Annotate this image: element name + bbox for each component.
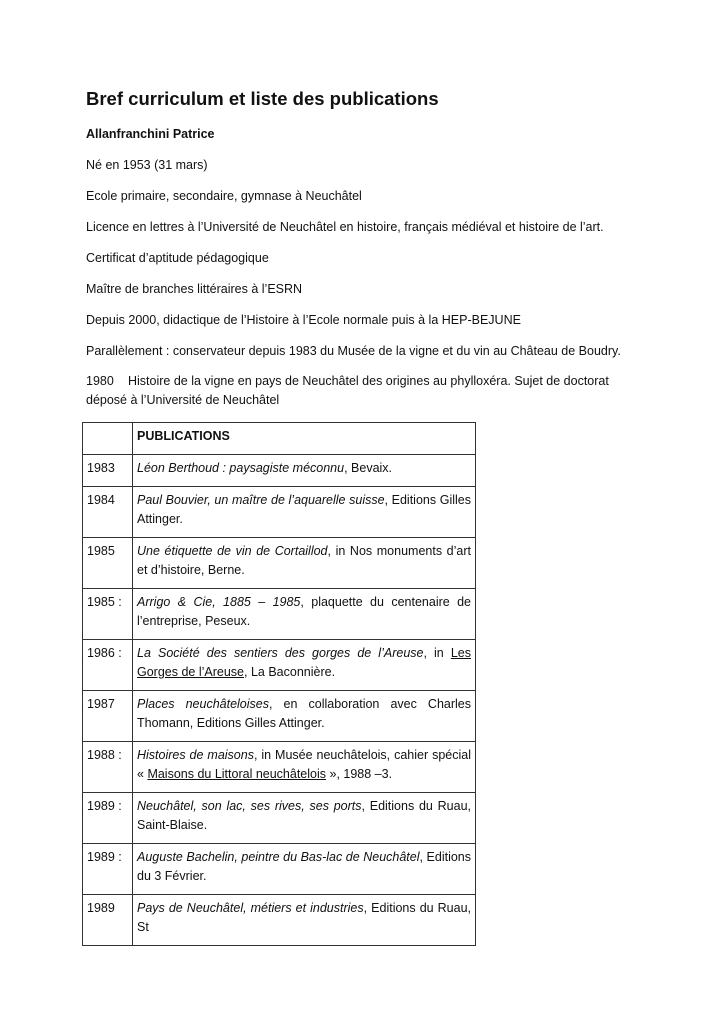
publication-year: 1985 : <box>83 589 133 640</box>
publication-title: Pays de Neuchâtel, métiers et industries <box>137 901 364 915</box>
publication-title: Histoires de maisons <box>137 748 254 762</box>
bio-certificate: Certificat d’aptitude pédagogique <box>86 251 269 265</box>
publication-year: 1986 : <box>83 640 133 691</box>
publication-title: La Société des sentiers des gorges de l’Areuse <box>137 646 424 660</box>
publication-title: Auguste Bachelin, peintre du Bas-lac de Neuchâtel <box>137 850 420 864</box>
publication-details: , plaquette du centenaire de l’entreprise, Peseux. <box>137 595 472 628</box>
publication-title: Léon Berthoud : paysagiste méconnu <box>137 461 345 475</box>
publication-details: », 1988 –3. <box>326 767 393 781</box>
bio-teacher: Maître de branches littéraires à l’ESRN <box>86 282 303 296</box>
publication-details: , Editions Gilles Attinger. <box>137 493 471 526</box>
publication-details: , La Baconnière. <box>244 665 336 679</box>
bio-schooling: Ecole primaire, secondaire, gymnase à Neuchâtel <box>86 189 362 203</box>
publication-title: Neuchâtel, son lac, ses rives, ses ports <box>137 799 362 813</box>
publication-description <box>133 844 476 895</box>
publication-year: 1989 : <box>83 793 133 844</box>
table-row <box>83 487 476 538</box>
publication-details: , Editions du 3 Février. <box>137 850 471 883</box>
publication-year: 1983 <box>83 455 133 487</box>
table-row <box>83 455 476 487</box>
publication-details: , Editions du Ruau, Saint-Blaise. <box>137 799 471 832</box>
publication-year: 1989 <box>83 895 133 946</box>
publication-title: Paul Bouvier, un maître de l’aquarelle suisse <box>137 493 385 507</box>
publication-description <box>133 895 476 946</box>
thesis-year: 1980 <box>86 374 114 388</box>
table-row <box>83 793 476 844</box>
publication-description <box>133 691 476 742</box>
table-row <box>83 844 476 895</box>
bio-birth: Né en 1953 (31 mars) <box>86 158 208 172</box>
publication-year: 1985 <box>83 538 133 589</box>
publication-year: 1987 <box>83 691 133 742</box>
publication-source-title: Les Gorges de l’Areuse <box>137 646 471 679</box>
table-row <box>83 640 476 691</box>
publication-description <box>133 589 476 640</box>
table-header-row <box>83 423 476 455</box>
table-row <box>83 538 476 589</box>
document-title: Bref curriculum et liste des publications <box>86 88 439 109</box>
bio-licence: Licence en lettres à l’Université de Neuchâtel en histoire, français médiéval et histoire de l’art. <box>86 220 604 234</box>
publication-details: , en collaboration avec Charles Thomann, Editions Gilles Attinger. <box>137 697 471 730</box>
publication-year: 1989 : <box>83 844 133 895</box>
table-row <box>83 691 476 742</box>
table-row <box>83 589 476 640</box>
publication-description <box>133 455 476 487</box>
publication-context: , in <box>423 646 451 660</box>
publication-context: , in Musée neuchâtelois, cahier spécial « <box>137 748 471 781</box>
publication-description <box>133 487 476 538</box>
publication-title: Arrigo & Cie, 1885 – 1985 <box>137 595 301 609</box>
publication-year: 1988 : <box>83 742 133 793</box>
publication-description <box>133 793 476 844</box>
publication-description <box>133 538 476 589</box>
publication-description <box>133 640 476 691</box>
thesis-entry <box>86 372 626 410</box>
bio-didactics: Depuis 2000, didactique de l’Histoire à l’Ecole normale puis à la HEP-BEJUNE <box>86 313 521 327</box>
publication-title: Places neuchâteloises <box>137 697 269 711</box>
author-name: Allanfranchini Patrice <box>86 127 215 141</box>
header-year-cell <box>83 423 133 455</box>
publication-description <box>133 742 476 793</box>
table-row <box>83 742 476 793</box>
publication-details: , in Nos monuments d’art et d’histoire, Berne. <box>137 544 471 577</box>
publication-title: Une étiquette de vin de Cortaillod <box>137 544 328 558</box>
table-row <box>83 895 476 946</box>
publication-year: 1984 <box>83 487 133 538</box>
bio-curator: Parallèlement : conservateur depuis 1983 du Musée de la vigne et du vin au Château de Boudry. <box>86 344 621 358</box>
publication-details: , Bevaix. <box>344 461 393 475</box>
thesis-text: Histoire de la vigne en pays de Neuchâtel des origines au phylloxéra. Sujet de doctorat déposé à l’Université de Neuchâtel <box>86 374 609 407</box>
publication-details: , Editions du Ruau, St <box>137 901 472 934</box>
header-cell: PUBLICATIONS <box>133 423 476 455</box>
publications-table <box>82 422 476 946</box>
publication-source-title: Maisons du Littoral neuchâtelois <box>147 767 327 781</box>
